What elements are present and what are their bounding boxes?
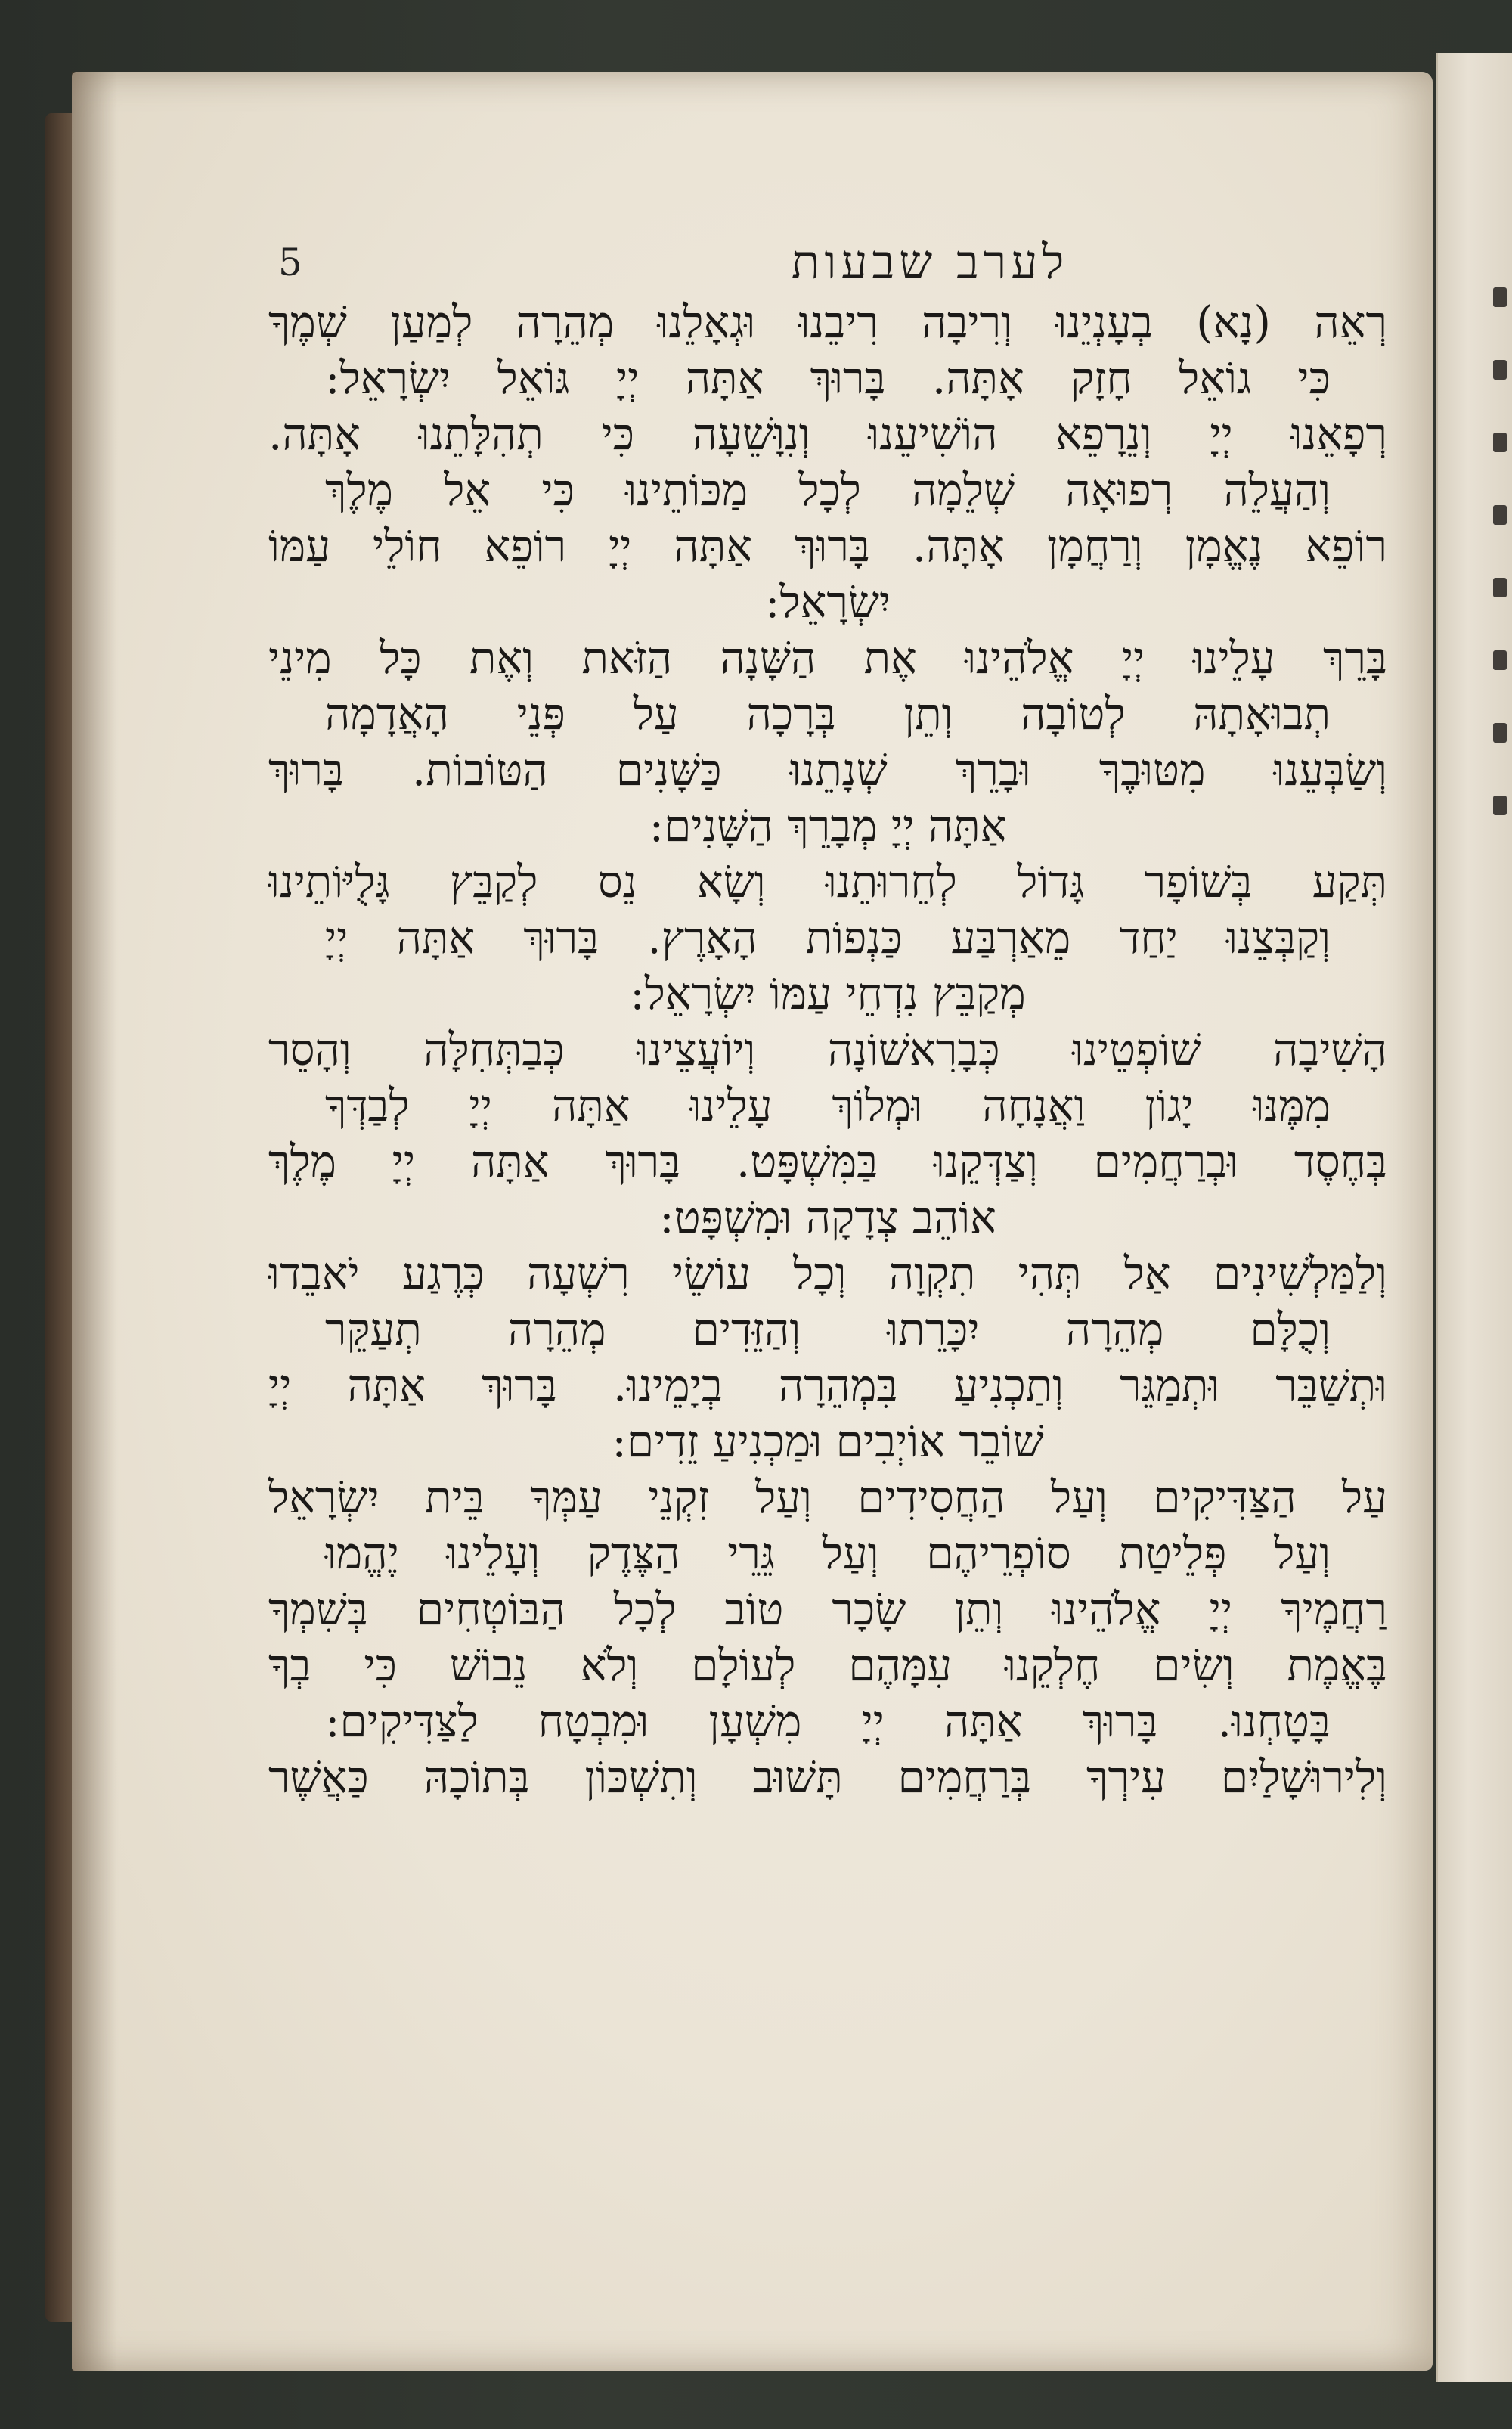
text-line: אוֹהֵב צְדָקָה וּמִשְׁפָּט: — [659, 1192, 996, 1243]
text-line: וְכֻלָּם מְהֵרָה יִכָּרֵתוּ וְהַזֵּדִים מְהֵרָה תְעַקֵּר — [325, 1304, 1331, 1355]
text-line: תְבוּאָתָהּ לְטוֹבָה וְתֵן בְּרָכָה עַל פְּנֵי הָאֲדָמָה — [325, 688, 1331, 740]
text-line: יִשְׂרָאֵל: — [764, 576, 891, 628]
text-line: וְלַמַּלְשִׁינִים אַל תְּהִי תִקְוָה וְכָל עוֹשֵׂי רִשְׁעָה כְּרֶגַע יֹאבֵדוּ — [268, 1248, 1387, 1299]
text-line: בְּחֶסֶד וּבְרַחֲמִים וְצַדְּקֵנוּ בַּמִּשְׁפָּט. בָּרוּךְ אַתָּה יְיָ מֶלֶךְ — [268, 1136, 1387, 1187]
text-line: מִמֶּנּוּ יָגוֹן וַאֲנָחָה וּמְלוֹךְ עָלֵינוּ אַתָּה יְיָ לְבַדְּךָ — [325, 1080, 1331, 1131]
text-line: שׁוֹבֵר אוֹיְבִים וּמַכְנִיעַ זֵדִים: — [612, 1416, 1044, 1467]
page-number: 5 — [278, 240, 302, 284]
text-line: וְקַבְּצֵנוּ יַחַד מֵאַרְבַּע כַּנְפוֹת הָאָרֶץ. בָּרוּךְ אַתָּה יְיָ — [325, 912, 1331, 963]
main-text-block — [268, 295, 1387, 1806]
text-line: רְפָאֵנוּ יְיָ וְנֵרָפֵא הוֹשִׁיעֵנוּ וְנִוָּשֵׁעָה כִּי תְהִלָּתֵנוּ אָתָּה. — [268, 408, 1387, 460]
text-line: בָּטָחְנוּ. בָּרוּךְ אַתָּה יְיָ מִשְׁעָן וּמִבְטָח לַצַּדִּיקִים: — [325, 1695, 1331, 1747]
text-line: הָשִׁיבָה שׁוֹפְטֵינוּ כְּבָרִאשׁוֹנָה וְיוֹעֲצֵינוּ כְּבַתְּחִלָּה וְהָסֵר — [268, 1024, 1387, 1075]
text-line: וְהַעֲלֵה רְפוּאָה שְׁלֵמָה לְכָל מַכּוֹתֵינוּ כִּי אֵל מֶלֶךְ — [325, 464, 1331, 516]
text-line: אַתָּה יְיָ מְבָרֵךְ הַשָּׁנִים: — [649, 800, 1007, 852]
text-line: וְעַל פְּלֵיטַת סוֹפְרֵיהֶם וְעַל גֵּרֵי הַצֶּדֶק וְעָלֵינוּ יֶהֱמוּ — [325, 1528, 1331, 1579]
text-line: רַחֲמֶיךָ יְיָ אֱלֹהֵינוּ וְתֵן שָׂכָר טוֹב לְכָל הַבּוֹטְחִים בְּשִׁמְךָ — [268, 1584, 1387, 1635]
text-line: תְּקַע בְּשׁוֹפָר גָּדוֹל לְחֵרוּתֵנוּ וְשָׂא נֵס לְקַבֵּץ גָּלֻיּוֹתֵינוּ — [268, 856, 1387, 907]
text-line: בֶּאֱמֶת וְשִׂים חֶלְקֵנוּ עִמָּהֶם לְעוֹלָם וְלֹא נֵבוֹשׁ כִּי בְךָ — [268, 1639, 1387, 1691]
text-line: וְשַׂבְּעֵנוּ מִטּוּבֶךָ וּבָרֵךְ שְׁנָתֵנוּ כַּשָּׁנִים הַטּוֹבוֹת. בָּרוּךְ — [268, 744, 1387, 796]
text-line: וּתְשַׁבֵּר וּתְמַגֵּר וְתַכְנִיעַ בִּמְהֵרָה בְיָמֵינוּ. בָּרוּךְ אַתָּה יְיָ — [268, 1360, 1387, 1411]
page-header — [265, 234, 1399, 295]
running-head: לערב שבעות — [791, 234, 1069, 290]
text-line: כִּי גוֹאֵל חָזָק אָתָּה. בָּרוּךְ אַתָּה יְיָ גּוֹאֵל יִשְׂרָאֵל: — [325, 352, 1331, 404]
text-line: בָּרֵךְ עָלֵינוּ יְיָ אֱלֹהֵינוּ אֶת הַשָּׁנָה הַזֹּאת וְאֶת כָּל מִינֵי — [268, 632, 1387, 684]
text-line: וְלִירוּשָׁלַיִם עִירְךָ בְּרַחֲמִים תָּשׁוּב וְתִשְׁכּוֹן בְּתוֹכָהּ כַּאֲשֶׁר — [268, 1751, 1387, 1803]
text-line: מְקַבֵּץ נִדְחֵי עַמּוֹ יִשְׂרָאֵל: — [630, 968, 1026, 1019]
book-binding — [45, 113, 76, 2322]
text-line: עַל הַצַּדִּיקִים וְעַל הַחֲסִידִים וְעַל זִקְנֵי עַמְּךָ בֵּית יִשְׂרָאֵל — [268, 1472, 1387, 1523]
adjacent-page-ink-marks — [1493, 287, 1512, 1044]
text-line: רְאֵה (נָא) בְעָנְיֵנוּ וְרִיבָה רִיבֵנוּ וּגְאָלֵנוּ מְהֵרָה לְמַעַן שְׁמֶךָ — [268, 296, 1387, 348]
text-line: רוֹפֵא נֶאֱמָן וְרַחֲמָן אָתָּה. בָּרוּךְ אַתָּה יְיָ רוֹפֵא חוֹלֵי עַמּוֹ — [268, 520, 1387, 572]
